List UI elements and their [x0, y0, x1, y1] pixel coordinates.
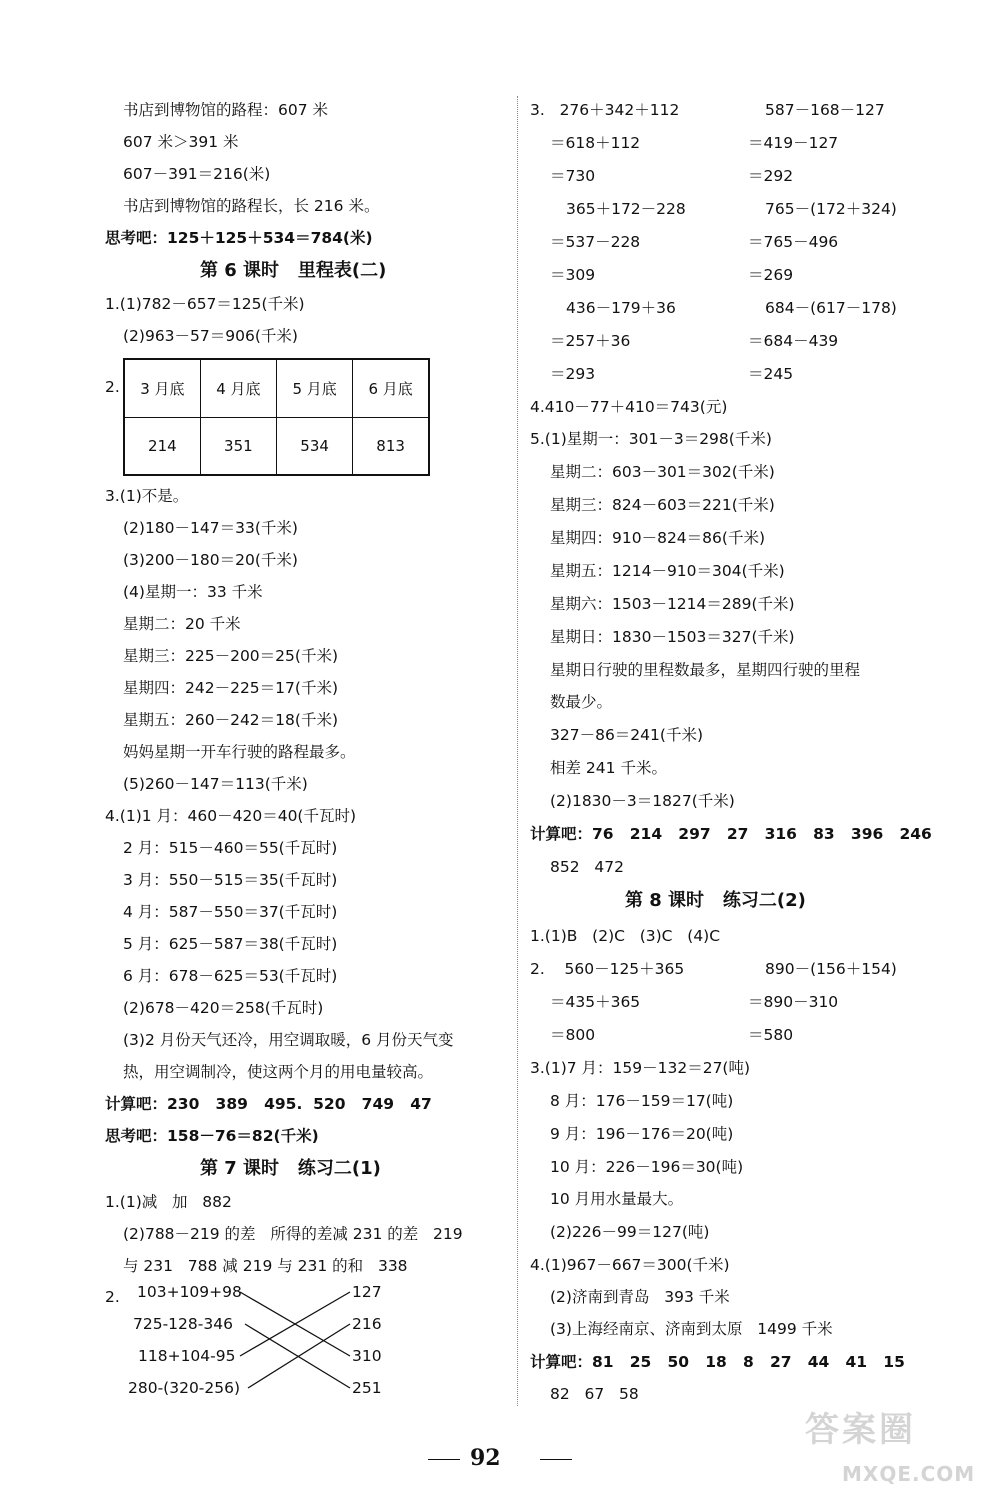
q3-line: 10 月用水量最大。: [550, 1190, 684, 1208]
q2-right: 890－(156＋154): [765, 960, 897, 978]
q5-line: 星期日行驶的里程数最多，星期四行驶的里程: [550, 661, 861, 679]
q5-line: 数最少。: [550, 693, 613, 711]
q2-left: 2. 560－125＋365: [530, 960, 685, 978]
q3-right: ＝269: [748, 266, 794, 284]
q4-line: 4.(1)1 月：460－420＝40(千瓦时): [105, 807, 357, 825]
q3-right: 684－(617－178): [765, 299, 897, 317]
q1-line: 1.(1)B (2)C (3)C (4)C: [530, 927, 721, 945]
q3-left: 436－179＋36: [566, 299, 676, 317]
q3-line: (2)226－99＝127(吨): [550, 1223, 710, 1241]
calc-line: 852 472: [550, 858, 624, 876]
q5-line: (2)1830－3＝1827(千米): [550, 792, 735, 810]
q3-left: ＝257＋36: [550, 332, 631, 350]
q3-right: ＝292: [748, 167, 794, 185]
q3-line: 妈妈星期一开车行驶的路程最多。: [123, 743, 356, 761]
q5-line: 星期五：1214－910＝304(千米): [550, 562, 785, 580]
q3-line: 10 月：226－196＝30(吨): [550, 1158, 744, 1176]
q4-line: 2 月：515－460＝55(千瓦时): [123, 839, 338, 857]
calc-line: 82 67 58: [550, 1385, 639, 1403]
q3-right: 587－168－127: [765, 101, 885, 119]
q1-line: 1.(1)782－657＝125(千米): [105, 295, 305, 313]
q3-left: ＝618＋112: [550, 134, 641, 152]
q3-right: ＝419－127: [748, 134, 839, 152]
q3-right: ＝245: [748, 365, 794, 383]
table-header-cell: 5 月底: [277, 359, 353, 417]
think-line: 思考吧：158－76＝82(千米): [105, 1127, 319, 1145]
match-right-value: 310: [352, 1347, 382, 1365]
q4-line: 4 月：587－550＝37(千瓦时): [123, 903, 338, 921]
q5-line: 星期二：603－301＝302(千米): [550, 463, 775, 481]
q2-right: ＝580: [748, 1026, 794, 1044]
q3-right: 765－(172＋324): [765, 200, 897, 218]
q2-left: ＝435＋365: [550, 993, 641, 1011]
q3-left: 3. 276＋342＋112: [530, 101, 680, 119]
q4-line: 3 月：550－515＝35(千瓦时): [123, 871, 338, 889]
text-line: 书店到博物馆的路程长，长 216 米。: [123, 197, 380, 215]
q5-line: 327－86＝241(千米): [550, 726, 703, 744]
q5-line: 星期六：1503－1214＝289(千米): [550, 595, 795, 613]
match-right-value: 251: [352, 1379, 382, 1397]
section-heading-lesson-6: 第 6 课时 里程表(二): [200, 260, 387, 281]
q3-line: (2)180－147＝33(千米): [123, 519, 298, 537]
q1-line: 1.(1)减 加 882: [105, 1193, 232, 1211]
q1-line: (2)963－57＝906(千米): [123, 327, 298, 345]
watermark-url: MXQE.COM: [842, 1462, 976, 1486]
q3-line: 3.(1)不是。: [105, 487, 189, 505]
q3-left: ＝293: [550, 365, 596, 383]
section-heading-lesson-7: 第 7 课时 练习二(1): [200, 1158, 381, 1179]
q4-line: (3)2 月份天气还冷，用空调取暖，6 月份天气变: [123, 1031, 454, 1049]
match-left-expression: 103+109+98: [137, 1283, 242, 1301]
page-number: 92: [470, 1445, 501, 1471]
text-line: 书店到博物馆的路程：607 米: [123, 101, 329, 119]
q3-left: ＝730: [550, 167, 596, 185]
match-left-expression: 118+104-95: [138, 1347, 236, 1365]
q4-line: 热，用空调制冷，使这两个月的用电量较高。: [123, 1063, 434, 1081]
text-line: 607－391＝216(米): [123, 165, 271, 183]
q5-line: 星期四：910－824＝86(千米): [550, 529, 765, 547]
q5-line: 星期日：1830－1503＝327(千米): [550, 628, 795, 646]
table-header-cell: 4 月底: [200, 359, 276, 417]
table-cell: 813: [353, 417, 429, 475]
think-line: 思考吧：125＋125＋534＝784(米): [105, 229, 373, 247]
q3-left: ＝309: [550, 266, 596, 284]
table-header-cell: 6 月底: [353, 359, 429, 417]
q3-right: ＝684－439: [748, 332, 839, 350]
match-right-value: 216: [352, 1315, 382, 1333]
table-header-cell: 3 月底: [124, 359, 200, 417]
q3-line: 星期三：225－200＝25(千米): [123, 647, 338, 665]
q4-line: (3)上海经南京、济南到太原 1499 千米: [550, 1320, 833, 1338]
table-cell: 351: [200, 417, 276, 475]
q4-line: (2)678－420＝258(千瓦时): [123, 999, 324, 1017]
q3-left: ＝537－228: [550, 233, 641, 251]
q4-line: 6 月：678－625＝53(千瓦时): [123, 967, 338, 985]
q4-line: 5 月：625－587＝38(千瓦时): [123, 935, 338, 953]
page-number-dash: [540, 1459, 572, 1460]
q3-line: 9 月：196－176＝20(吨): [550, 1125, 734, 1143]
column-divider: [517, 96, 518, 1406]
q3-line: (5)260－147＝113(千米): [123, 775, 308, 793]
q3-line: 3.(1)7 月：159－132＝27(吨): [530, 1059, 751, 1077]
q4-line: 4.(1)967－667＝300(千米): [530, 1256, 730, 1274]
section-heading-lesson-8: 第 8 课时 练习二(2): [625, 890, 806, 911]
q2-right: ＝890－310: [748, 993, 839, 1011]
match-left-expression: 725-128-346: [133, 1315, 233, 1333]
q2-number: 2.: [105, 378, 120, 396]
q3-line: (3)200－180＝20(千米): [123, 551, 298, 569]
q5-line: 相差 241 千米。: [550, 759, 667, 777]
page-number-dash: [428, 1459, 460, 1460]
q4-line: (2)济南到青岛 393 千米: [550, 1288, 730, 1306]
q3-line: 星期五：260－242＝18(千米): [123, 711, 338, 729]
table-cell: 534: [277, 417, 353, 475]
match-right-value: 127: [352, 1283, 382, 1301]
q1-line: (2)788－219 的差 所得的差减 231 的差 219: [123, 1225, 463, 1243]
q3-line: (4)星期一：33 千米: [123, 583, 263, 601]
q2-left: ＝800: [550, 1026, 596, 1044]
q3-line: 星期四：242－225＝17(千米): [123, 679, 338, 697]
watermark-logo: 答案圈: [805, 1410, 916, 1450]
q5-line: 5.(1)星期一：301－3＝298(千米): [530, 430, 772, 448]
q3-left: 365＋172－228: [566, 200, 686, 218]
q5-line: 星期三：824－603＝221(千米): [550, 496, 775, 514]
calc-line: 计算吧：81 25 50 18 8 27 44 41 15: [530, 1353, 905, 1371]
match-left-expression: 280-(320-256): [128, 1379, 241, 1397]
calc-line: 计算吧：230 389 495. 520 749 47: [105, 1095, 432, 1113]
q3-line: 8 月：176－159＝17(吨): [550, 1092, 734, 1110]
q4-line: 4.410－77＋410＝743(元): [530, 398, 728, 416]
table-cell: 214: [124, 417, 200, 475]
q3-line: 星期二：20 千米: [123, 615, 241, 633]
q2-number: 2.: [105, 1288, 120, 1306]
q3-right: ＝765－496: [748, 233, 839, 251]
calc-line: 计算吧：76 214 297 27 316 83 396 246: [530, 825, 932, 843]
text-line: 607 米＞391 米: [123, 133, 239, 151]
q1-line: 与 231 788 减 219 与 231 的和 338: [123, 1257, 408, 1275]
